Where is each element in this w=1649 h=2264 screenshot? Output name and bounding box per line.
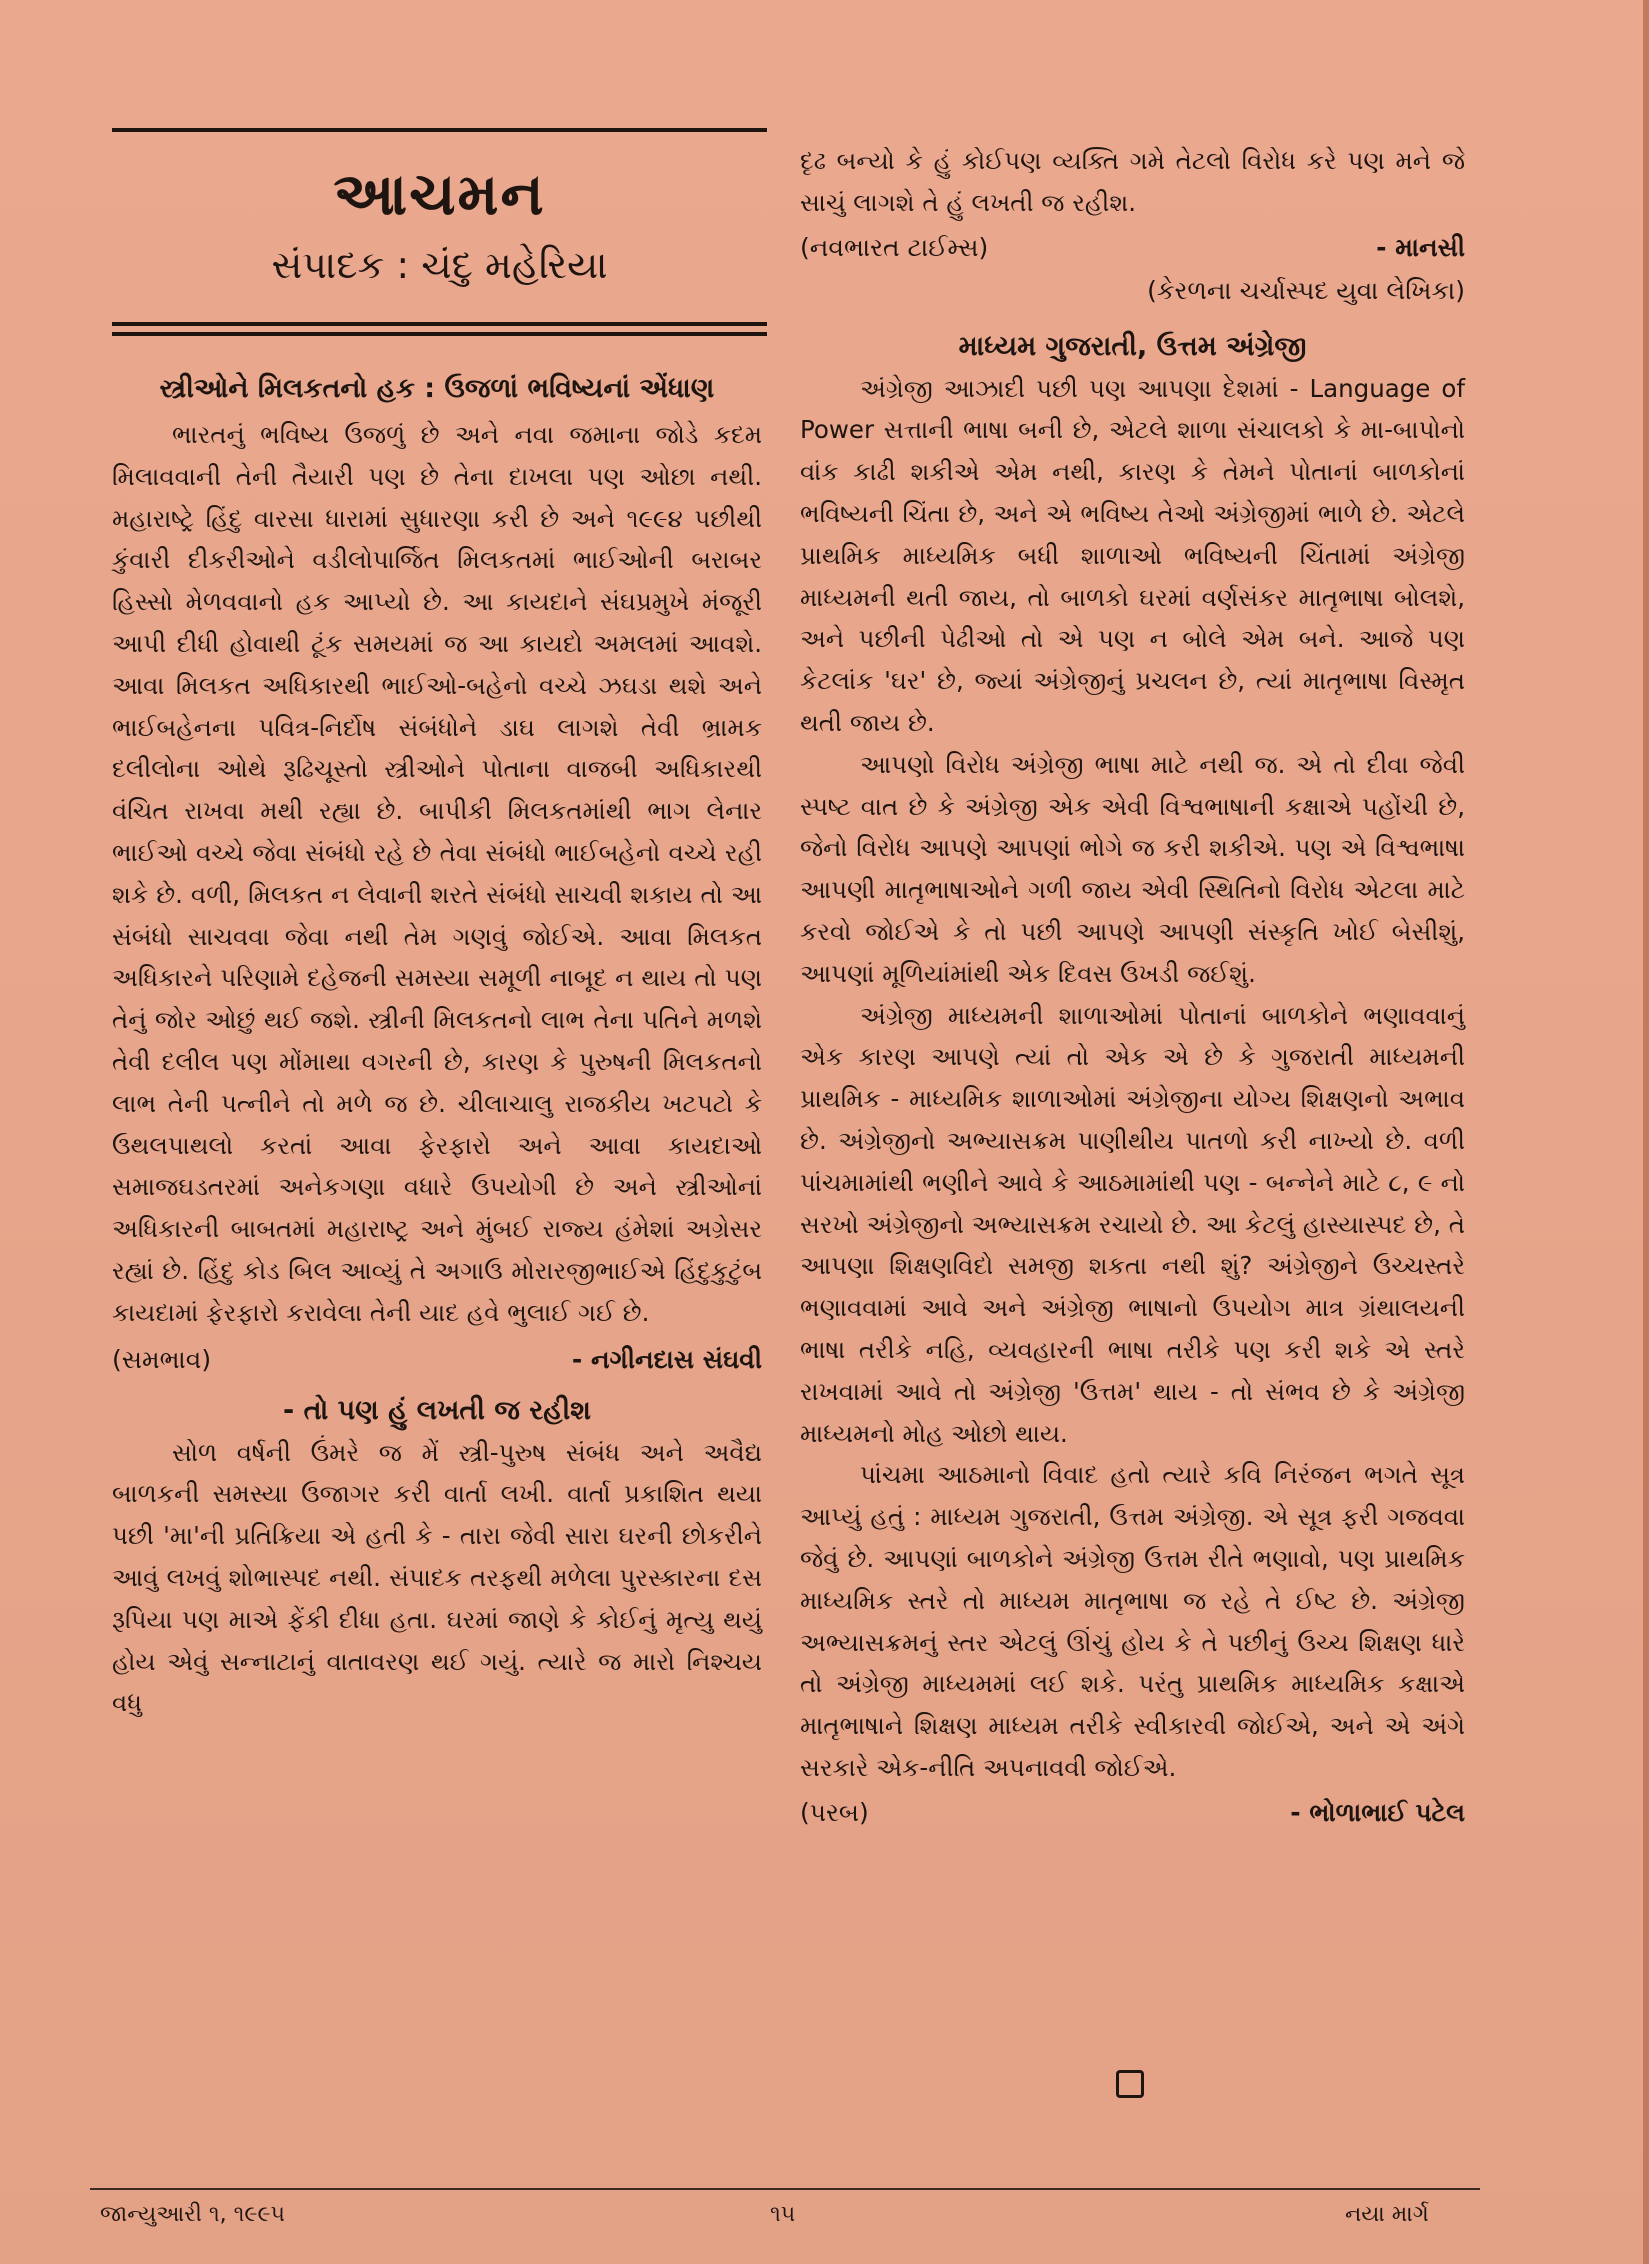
masthead <box>112 150 767 288</box>
top-rule <box>112 128 767 132</box>
article-body-keep-writing-part1: સોળ વર્ષની ઉંમરે જ મેં સ્ત્રી-પુરુષ સંબંધ અને અવૈદ્ય બાળકની સમસ્યા ઉજાગર કરી વાર્તા લખી. વાર્તા પ્રકાશિત થયા પછી 'મા'ની પ્રતિક્રિયા એ હતી કે - તારા જેવી સારા ઘરની છોકરીને આવું લખવું શોભાસ્પદ નથી. સંપાદક તરફથી મળેલા પુરસ્કારના દસ રૂપિયા પણ માએ ફેંકી દીધા હતા. ઘરમાં જાણે કે કોઈનું મૃત્યુ થયું હોય એવું સન્નાટાનું વાતાવરણ થઈ ગયું. ત્યારે જ મારો નિશ્ચય વધુ <box>112 1437 762 1718</box>
article-paragraph: પાંચમા આઠમાનો વિવાદ હતો ત્યારે કવિ નિરંજન ભગતે સૂત્ર આપ્યું હતું : માધ્યમ ગુજરાતી, ઉત્તમ અંગ્રેજી. એ સૂત્ર ફરી ગજવવા જેવું છે. આપણાં બાળકોને અંગ્રેજી ઉત્તમ રીતે ભણાવો, પણ પ્રાથમિક માધ્યમિક સ્તરે તો માધ્યમ માતૃભાષા જ રહે તે ઈષ્ટ છે. અંગ્રેજી અભ્યાસક્રમનું સ્તર એટલું ઊંચું હોય કે તે પછીનું ઉચ્ચ શિક્ષણ ધારે તો અંગ્રેજી માધ્યમમાં લઈ શકે. પરંતુ પ્રાથમિક માધ્યમિક કક્ષાએ માતૃભાષાને શિક્ષણ માધ્યમ તરીકે સ્વીકારવી જોઈએ, અને એ અંગે સરકારે એક-નીતિ અપનાવવી જોઈએ. <box>800 1460 1465 1782</box>
page-edge <box>1643 0 1649 2264</box>
source-label: (નવભારત ટાઈમ્સ) <box>800 232 989 262</box>
section-title: આચમન <box>333 160 546 228</box>
masthead-rule-2 <box>112 332 767 336</box>
source-label: (પરબ) <box>800 1797 869 1827</box>
byline-keep-writing <box>800 226 1465 270</box>
article-body-property-rights: ભારતનું ભવિષ્ય ઉજળું છે અને નવા જમાના જોડે કદમ મિલાવવાની તેની તૈયારી પણ છે તેના દાખલા પણ ઓછા નથી. મહારાષ્ટ્રે હિંદુ વારસા ધારામાં સુધારણા કરી છે અને ૧૯૯૪ પછીથી કુંવારી દીકરીઓને વડીલોપાર્જિત મિલકતમાં ભાઈઓની બરાબર હિસ્સો મેળવવાનો હક આપ્યો છે. આ કાયદાને સંઘપ્રમુખે મંજૂરી આપી દીધી હોવાથી ટૂંક સમયમાં જ આ કાયદો અમલમાં આવશે. આવા મિલકત અધિકારથી ભાઈઓ-બહેનો વચ્ચે ઝઘડા થશે અને ભાઈબહેનના પવિત્ર-નિર્દોષ સંબંધોને ડાઘ લાગશે તેવી ભ્રામક દલીલોના ઓથે રૂઢિચૂસ્તો સ્ત્રીઓને પોતાના વાજબી અધિકારથી વંચિત રાખવા મથી રહ્યા છે. બાપીકી મિલકતમાંથી ભાગ લેનાર ભાઈઓ વચ્ચે જેવા સંબંધો રહે છે તેવા સંબંધો ભાઈબહેનો વચ્ચે રહી શકે છે. વળી, મિલકત ન લેવાની શરતે સંબંધો સાચવી શકાય તો આ સંબંધો સાચવવા જેવા નથી તેમ ગણવું જોઈએ. આવા મિલકત અધિકારને પરિણામે દહેજની સમસ્યા સમૂળી નાબૂદ ન થાય તો પણ તેનું જોર ઓછું થઈ જશે. સ્ત્રીની મિલકતનો લાભ તેના પતિને મળશે તેવી દલીલ પણ મોંમાથા વગરની છે, કારણ કે પુરુષની મિલકતનો લાભ તેની પત્નીને તો મળે જ છે. ચીલાચાલુ રાજકીય ખટપટો કે ઉથલપાથલો કરતાં આવા ફેરફારો અને આવા કાયદાઓ સમાજઘડતરમાં અનેકગણા વધારે ઉપયોગી છે અને સ્ત્રીઓનાં અધિકારની બાબતમાં મહારાષ્ટ્ર અને મુંબઈ રાજ્ય હંમેશાં અગ્રેસર રહ્યાં છે. હિંદુ કોડ બિલ આવ્યું તે અગાઉ મોરારજીભાઈએ હિંદુકુટુંબ કાયદામાં ફેરફારો કરાવેલા તેની યાદ હવે ભુલાઈ ગઈ છે. <box>112 420 762 1327</box>
left-column <box>112 368 762 1724</box>
author-name: - નગીનદાસ સંઘવી <box>571 1344 762 1374</box>
footer-rule <box>90 2188 1480 2190</box>
publication-name: નયા માર્ગ <box>1345 2202 1429 2227</box>
author-note: (કેરળના ચર્ચાસ્પદ યુવા લેખિકા) <box>1147 275 1465 305</box>
editor-credit: સંપાદક : ચંદુ મહેરિયા <box>271 243 608 287</box>
right-column <box>800 140 1465 1835</box>
article-paragraph: અંગ્રેજી માધ્યમની શાળાઓમાં પોતાનાં બાળકોને ભણાવવાનું એક કારણ આપણે ત્યાં તો એક એ છે કે ગુજરાતી માધ્યમની પ્રાથમિક - માધ્યમિક શાળાઓમાં અંગ્રેજીના યોગ્ય શિક્ષણનો અભાવ છે. અંગ્રેજીનો અભ્યાસક્રમ પાણીથીય પાતળો કરી નાખ્યો છે. વળી પાંચમામાંથી ભણીને આવે કે આઠમામાંથી પણ - બન્નેને માટે ૮, ૯ નો સરખો અંગ્રેજીનો અભ્યાસક્રમ રચાયો છે. આ કેટલું હાસ્યાસ્પદ છે, તે આપણા શિક્ષણવિદો સમજી શકતા નથી શું? અંગ્રેજીને ઉચ્ચસ્તરે ભણાવવામાં આવે અને અંગ્રેજી ભાષાનો ઉપયોગ માત્ર ગ્રંથાલયની ભાષા તરીકે નહિ, વ્યવહારની ભાષા તરીકે પણ કરી શકે એ સ્તરે રાખવામાં આવે તો અંગ્રેજી 'ઉત્તમ' થાય - તો સંભવ છે કે અંગ્રેજી માધ્યમનો મોહ ઓછો થાય. <box>800 1000 1465 1448</box>
page-number: ૧૫ <box>770 2202 796 2227</box>
masthead-rule-1 <box>112 322 767 326</box>
author-name: - માનસી <box>1376 232 1465 262</box>
author-name: - ભોળાભાઈ પટેલ <box>1290 1797 1465 1827</box>
end-mark-icon <box>1116 2070 1144 2098</box>
article-paragraph: અંગ્રેજી આઝાદી પછી પણ આપણા દેશમાં - Language of Power સત્તાની ભાષા બની છે, એટલે શાળા સંચાલકો કે મા-બાપોનો વાંક કાઢી શકીએ એમ નથી, કારણ કે તેમને પોતાનાં બાળકોનાં ભવિષ્યની ચિંતા છે, અને એ ભવિષ્ય તેઓ અંગ્રેજીમાં ભાળે છે. એટલે પ્રાથમિક માધ્યમિક બધી શાળાઓ ભવિષ્યની ચિંતામાં અંગ્રેજી માધ્યમની થતી જાય, તો બાળકો ઘરમાં વર્ણસંકર માતૃભાષા બોલશે, અને પછીની પેઢીઓ તો એ પણ ન બોલે એમ બને. આજે પણ કેટલાંક 'ઘર' છે, જ્યાં અંગ્રેજીનું પ્રચલન છે, ત્યાં માતૃભાષા વિસ્મૃત થતી જાય છે. <box>800 373 1465 737</box>
byline-medium <box>800 1791 1465 1835</box>
article-heading-keep-writing: - તો પણ હું લખતી જ રહીશ <box>283 1394 591 1426</box>
source-label: (સમભાવ) <box>112 1344 212 1374</box>
byline-property-rights <box>112 1338 762 1382</box>
article-heading-medium: માધ્યમ ગુજરાતી, ઉત્તમ અંગ્રેજી <box>958 330 1307 362</box>
footer-date: જાન્યુઆરી ૧, ૧૯૯૫ <box>100 2202 285 2227</box>
article-paragraph: આપણો વિરોધ અંગ્રેજી ભાષા માટે નથી જ. એ તો દીવા જેવી સ્પષ્ટ વાત છે કે અંગ્રેજી એક એવી વિશ્વભાષાની કક્ષાએ પહોંચી છે, જેનો વિરોધ આપણે આપણાં ભોગે જ કરી શકીએ. પણ એ વિશ્વભાષા આપણી માતૃભાષાઓને ગળી જાય એવી સ્થિતિનો વિરોધ એટલા માટે કરવો જોઈએ કે તો પછી આપણે આપણી સંસ્કૃતિ ખોઈ બેસીશું, આપણાં મૂળિયાંમાંથી એક દિવસ ઉખડી જઈશું. <box>800 749 1465 988</box>
article-heading-property-rights: સ્ત્રીઓને મિલકતનો હક : ઉજળાં ભવિષ્યનાં એંધાણ <box>159 373 715 404</box>
article-body-keep-writing-part2: દૃઢ બન્યો કે હું કોઈપણ વ્યક્તિ ગમે તેટલો વિરોધ કરે પણ મને જે સાચું લાગશે તે હું લખતી જ રહીશ. <box>800 146 1465 217</box>
